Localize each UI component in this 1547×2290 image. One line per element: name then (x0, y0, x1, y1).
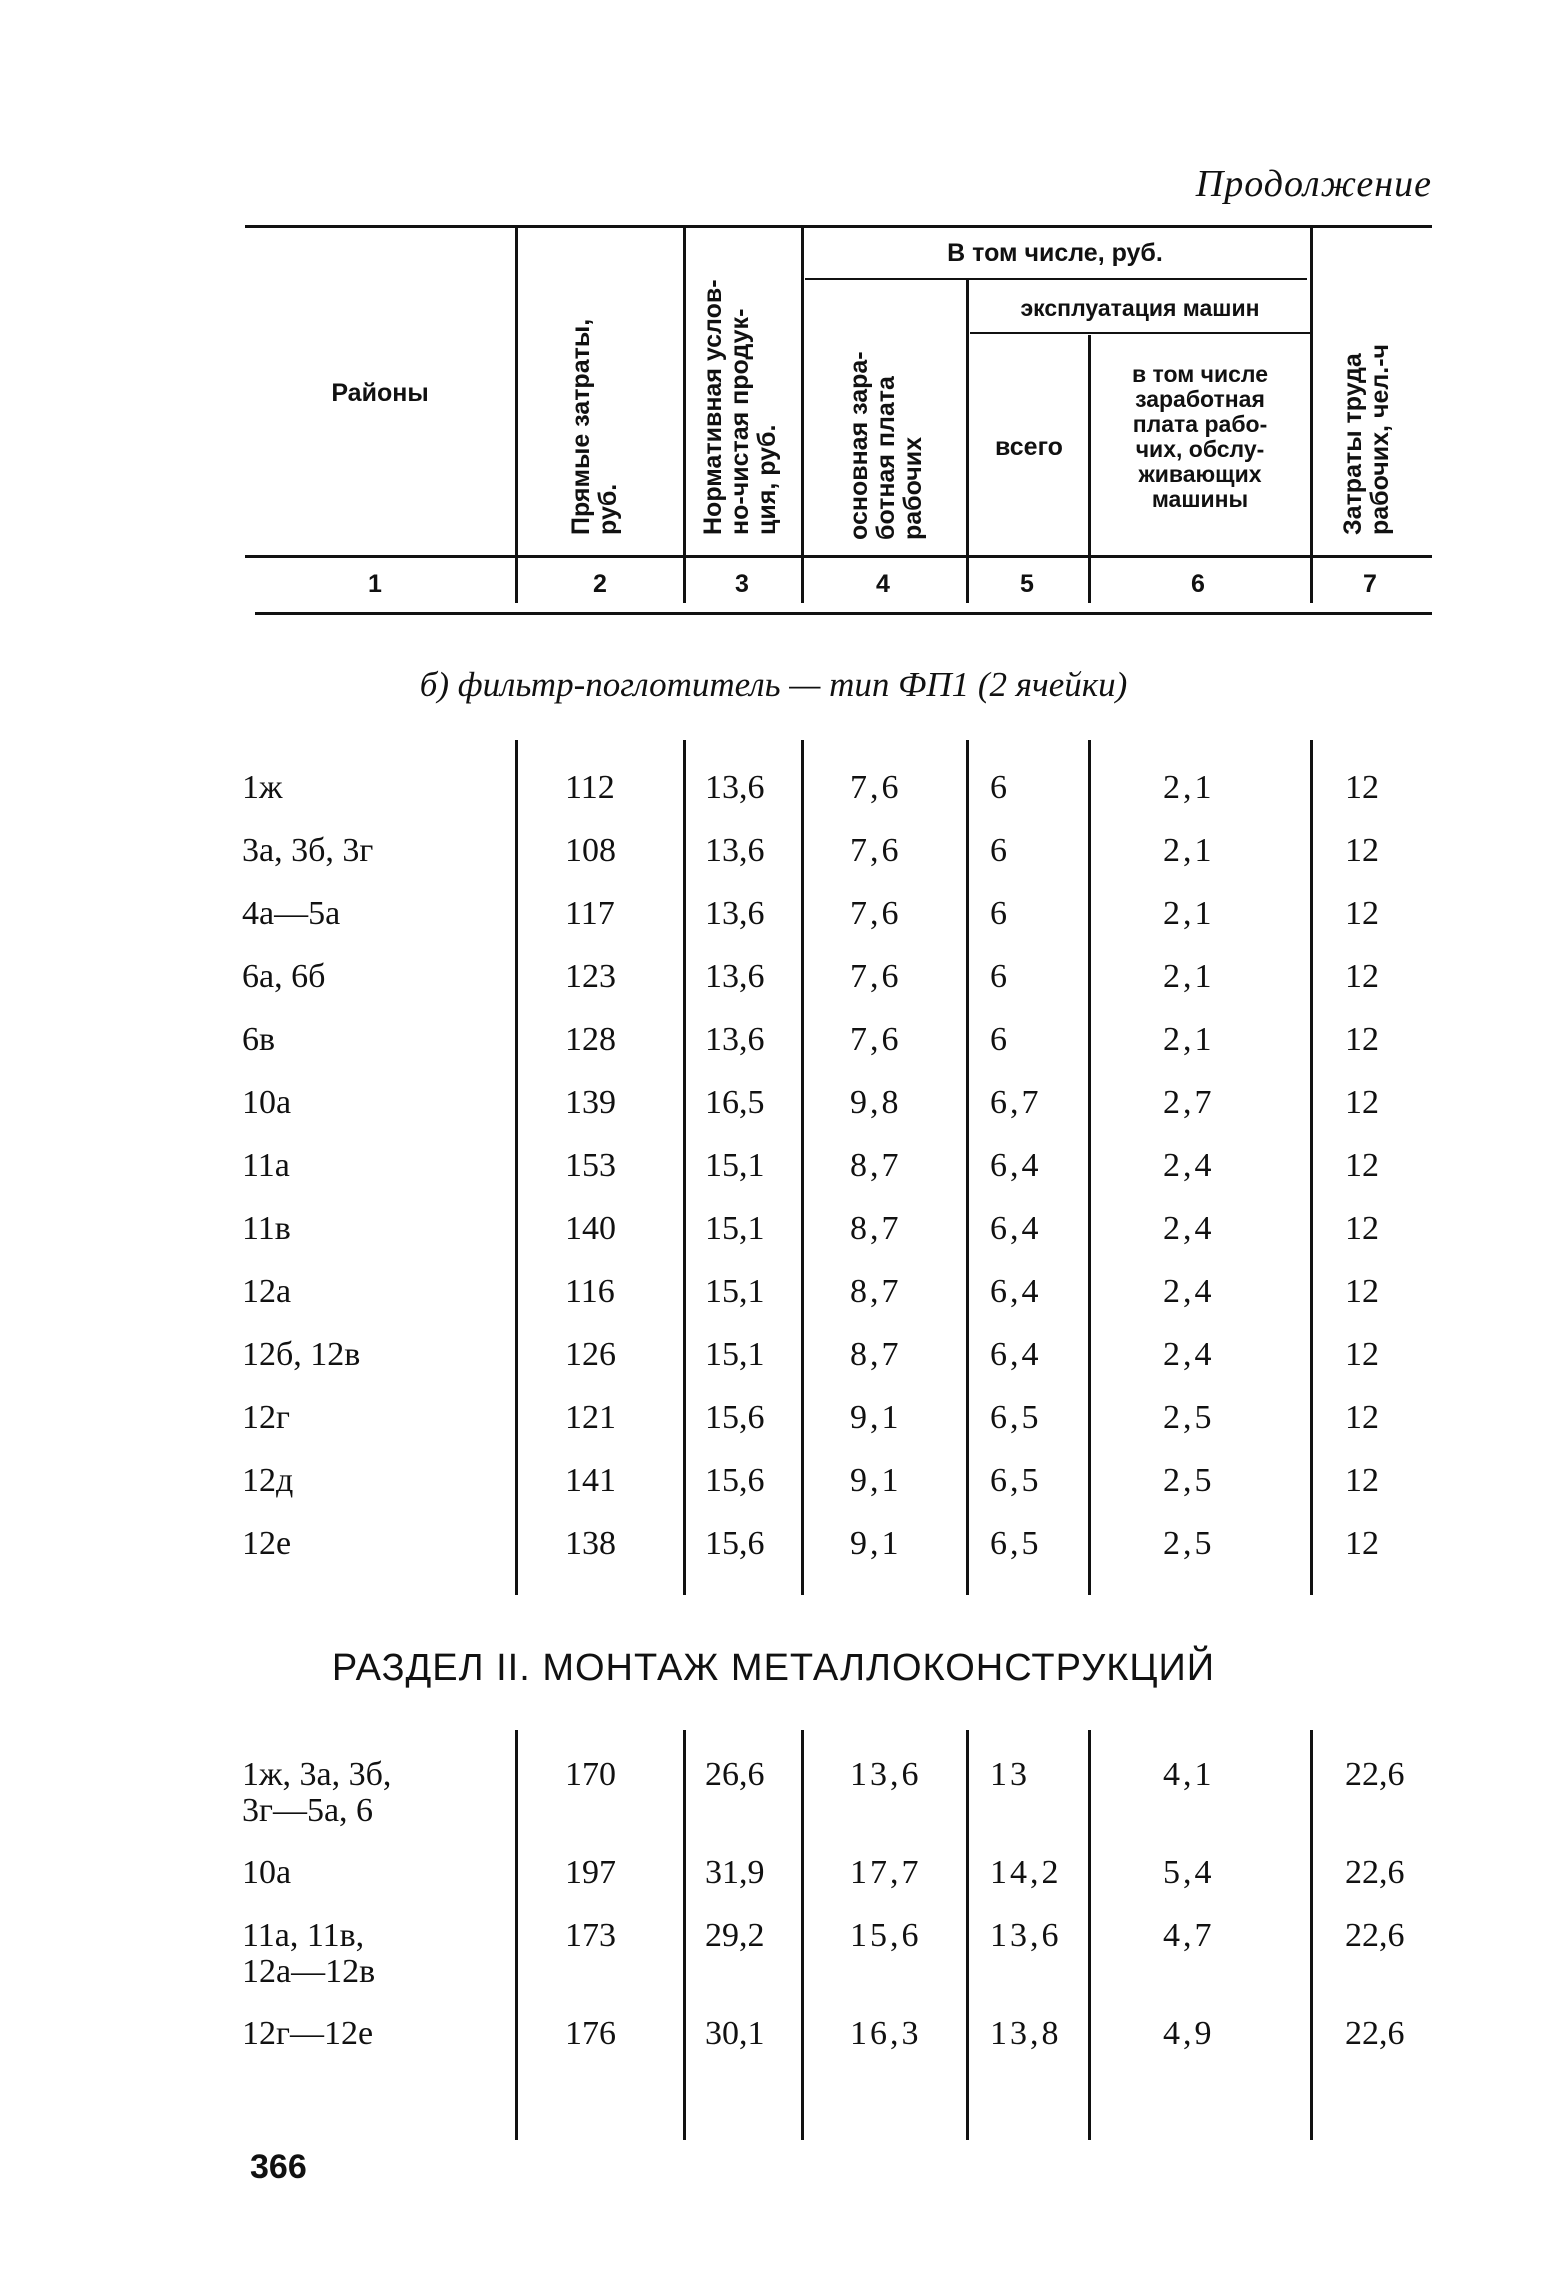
table-row (0, 1274, 1547, 1334)
header-direct-costs: Прямые затраты, руб. (567, 318, 622, 535)
cell-machine-wage: 5,4 (1163, 1854, 1215, 1891)
cell-labor-costs: 12 (1345, 1021, 1379, 1058)
cell-district: 12а (242, 1273, 292, 1310)
cell-machine-wage: 2,7 (1163, 1084, 1215, 1121)
cell-direct-costs: 128 (565, 1021, 616, 1058)
cell-labor-costs: 22,6 (1345, 2015, 1405, 2052)
cell-machine-wage: 2,1 (1163, 832, 1215, 869)
header-districts: Районы (331, 379, 429, 407)
cell-base-wage: 17,7 (850, 1854, 922, 1891)
cell-machine-wage: 4,1 (1163, 1756, 1215, 1793)
cell-direct-costs: 138 (565, 1525, 616, 1562)
cell-normative-production: 15,1 (705, 1336, 765, 1373)
cell-district: 12е (242, 1525, 292, 1562)
cell-base-wage: 7,6 (850, 1021, 902, 1058)
cell-machine-total: 6 (990, 895, 1010, 932)
cell-direct-costs: 173 (565, 1917, 616, 1954)
cell-labor-costs: 22,6 (1345, 1756, 1405, 1793)
header-machine-wage: в том числе заработная плата рабо- чих, обслу- живающих машины (1131, 361, 1269, 512)
cell-machine-total: 6,5 (990, 1462, 1042, 1499)
header-vline-6 (1310, 228, 1313, 603)
cell-labor-costs: 22,6 (1345, 1917, 1405, 1954)
cell-direct-costs: 197 (565, 1854, 616, 1891)
cell-labor-costs: 12 (1345, 1399, 1379, 1436)
cell-machine-wage: 2,1 (1163, 895, 1215, 932)
cell-machine-wage: 2,4 (1163, 1273, 1215, 1310)
table-row (0, 959, 1547, 1019)
cell-district: 10а (242, 1854, 292, 1891)
section-title: РАЗДЕЛ II. МОНТАЖ МЕТАЛЛОКОНСТРУКЦИЙ (331, 1647, 1216, 1689)
cell-machine-total: 6 (990, 958, 1010, 995)
continuation-label: Продолжение (1195, 163, 1432, 205)
table-row (0, 1022, 1547, 1082)
cell-direct-costs: 112 (565, 769, 615, 806)
cell-district: 12г (242, 1399, 290, 1436)
header-labor-costs: Затраты труда рабочих, чел.-ч (1339, 343, 1394, 535)
cell-direct-costs: 126 (565, 1336, 616, 1373)
cell-direct-costs: 117 (565, 895, 615, 932)
cell-district: 11а (242, 1147, 290, 1184)
cell-base-wage: 9,1 (850, 1525, 902, 1562)
cell-labor-costs: 12 (1345, 1273, 1379, 1310)
cell-direct-costs: 121 (565, 1399, 616, 1436)
cell-base-wage: 7,6 (850, 895, 902, 932)
cell-base-wage: 9,8 (850, 1084, 902, 1121)
table-row (0, 770, 1547, 830)
cell-normative-production: 29,2 (705, 1917, 765, 1954)
table-row (0, 833, 1547, 893)
header-bottom-rule (245, 555, 1432, 558)
cell-machine-wage: 2,4 (1163, 1336, 1215, 1373)
cell-district: 1ж (242, 769, 283, 806)
cell-machine-total: 6,5 (990, 1399, 1042, 1436)
cell-machine-wage: 2,1 (1163, 1021, 1215, 1058)
cell-base-wage: 8,7 (850, 1273, 902, 1310)
header-vline-4 (966, 280, 969, 603)
header-total: всего (995, 433, 1063, 461)
cell-labor-costs: 22,6 (1345, 1854, 1405, 1891)
cell-direct-costs: 140 (565, 1210, 616, 1247)
cell-district: 6а, 6б (242, 958, 326, 995)
table-row (0, 1463, 1547, 1523)
header-normative-production: Нормативная услов- но-чистая продук- ция, руб. (699, 279, 781, 535)
cell-base-wage: 13,6 (850, 1756, 922, 1793)
table-row (0, 1085, 1547, 1145)
cell-machine-total: 14,2 (990, 1854, 1062, 1891)
header-vline-3 (801, 228, 804, 603)
header-machine-operation: эксплуатация машин (1020, 295, 1260, 321)
cell-machine-wage: 2,4 (1163, 1147, 1215, 1184)
cell-base-wage: 7,6 (850, 769, 902, 806)
cell-normative-production: 15,6 (705, 1399, 765, 1436)
cell-normative-production: 15,1 (705, 1210, 765, 1247)
table-row (0, 1526, 1547, 1586)
cell-base-wage: 9,1 (850, 1399, 902, 1436)
cell-machine-wage: 2,5 (1163, 1462, 1215, 1499)
cell-machine-wage: 2,1 (1163, 769, 1215, 806)
table-row (0, 2016, 1547, 2076)
cell-labor-costs: 12 (1345, 1525, 1379, 1562)
cell-normative-production: 15,6 (705, 1525, 765, 1562)
cell-normative-production: 15,6 (705, 1462, 765, 1499)
cell-machine-total: 6 (990, 769, 1010, 806)
numbers-bottom-rule (255, 612, 1432, 615)
cell-labor-costs: 12 (1345, 895, 1379, 932)
cell-base-wage: 8,7 (850, 1147, 902, 1184)
col-number-7: 7 (1363, 570, 1377, 598)
table-row (0, 1337, 1547, 1397)
cell-direct-costs: 108 (565, 832, 616, 869)
header-including-group: В том числе, руб. (947, 239, 1163, 267)
cell-direct-costs: 123 (565, 958, 616, 995)
cell-machine-wage: 4,7 (1163, 1917, 1215, 1954)
cell-normative-production: 13,6 (705, 832, 765, 869)
cell-machine-total: 6,4 (990, 1147, 1042, 1184)
cell-base-wage: 15,6 (850, 1917, 922, 1954)
cell-machine-total: 13 (990, 1756, 1030, 1793)
cell-machine-wage: 2,1 (1163, 958, 1215, 995)
cell-machine-total: 13,6 (990, 1917, 1062, 1954)
cell-machine-total: 6,7 (990, 1084, 1042, 1121)
cell-labor-costs: 12 (1345, 769, 1379, 806)
cell-district: 12д (242, 1462, 294, 1499)
cell-machine-total: 6,4 (990, 1273, 1042, 1310)
cell-labor-costs: 12 (1345, 1084, 1379, 1121)
cell-direct-costs: 176 (565, 2015, 616, 2052)
subsection-title: б) фильтр-поглотитель — тип ФП1 (2 ячейки) (419, 665, 1128, 704)
cell-district: 6в (242, 1021, 276, 1058)
cell-normative-production: 16,5 (705, 1084, 765, 1121)
cell-base-wage: 7,6 (850, 958, 902, 995)
cell-direct-costs: 116 (565, 1273, 615, 1310)
cell-labor-costs: 12 (1345, 1210, 1379, 1247)
header-vline-2 (683, 228, 686, 603)
cell-machine-total: 6 (990, 832, 1010, 869)
cell-labor-costs: 12 (1345, 832, 1379, 869)
cell-labor-costs: 12 (1345, 1336, 1379, 1373)
cell-machine-wage: 2,5 (1163, 1525, 1215, 1562)
table-row (0, 1917, 1547, 1990)
table-row (0, 896, 1547, 956)
col-number-3: 3 (735, 570, 749, 598)
cell-base-wage: 9,1 (850, 1462, 902, 1499)
cell-machine-wage: 4,9 (1163, 2015, 1215, 2052)
cell-district: 11а, 11в, 12а—12в (242, 1917, 376, 1990)
cell-district: 12б, 12в (242, 1336, 361, 1373)
cell-labor-costs: 12 (1345, 1462, 1379, 1499)
table-row (0, 1148, 1547, 1208)
cell-normative-production: 13,6 (705, 769, 765, 806)
cell-labor-costs: 12 (1345, 1147, 1379, 1184)
cell-district: 4а—5а (242, 895, 341, 932)
table-row (0, 1756, 1547, 1829)
cell-machine-total: 6 (990, 1021, 1010, 1058)
cell-base-wage: 7,6 (850, 832, 902, 869)
machine-group-underline (970, 332, 1310, 334)
col-number-4: 4 (876, 570, 890, 598)
cell-district: 11в (242, 1210, 291, 1247)
cell-labor-costs: 12 (1345, 958, 1379, 995)
cell-district: 10а (242, 1084, 292, 1121)
cell-machine-total: 13,8 (990, 2015, 1062, 2052)
cell-district: 12г—12е (242, 2015, 374, 2052)
cell-normative-production: 13,6 (705, 1021, 765, 1058)
col-number-5: 5 (1020, 570, 1034, 598)
cell-machine-wage: 2,4 (1163, 1210, 1215, 1247)
cell-base-wage: 8,7 (850, 1336, 902, 1373)
cell-normative-production: 31,9 (705, 1854, 765, 1891)
group-underline (805, 278, 1307, 280)
table-row (0, 1855, 1547, 1915)
cell-normative-production: 30,1 (705, 2015, 765, 2052)
cell-direct-costs: 170 (565, 1756, 616, 1793)
col-number-6: 6 (1191, 570, 1205, 598)
cell-district: 1ж, 3а, 3б, 3г—5а, 6 (242, 1756, 392, 1829)
cell-machine-total: 6,5 (990, 1525, 1042, 1562)
header-top-rule (245, 225, 1432, 228)
cell-machine-total: 6,4 (990, 1336, 1042, 1373)
cell-direct-costs: 141 (565, 1462, 616, 1499)
cell-machine-wage: 2,5 (1163, 1399, 1215, 1436)
table-row (0, 1211, 1547, 1271)
cell-direct-costs: 153 (565, 1147, 616, 1184)
cell-normative-production: 15,1 (705, 1147, 765, 1184)
cell-base-wage: 16,3 (850, 2015, 922, 2052)
table-row (0, 1400, 1547, 1460)
cell-machine-total: 6,4 (990, 1210, 1042, 1247)
col-number-2: 2 (593, 570, 607, 598)
cell-normative-production: 15,1 (705, 1273, 765, 1310)
header-base-wage: основная зара- ботная плата рабочих (845, 351, 927, 540)
cell-direct-costs: 139 (565, 1084, 616, 1121)
page-number: 366 (250, 2148, 307, 2186)
cell-base-wage: 8,7 (850, 1210, 902, 1247)
col-number-1: 1 (368, 570, 382, 598)
cell-normative-production: 26,6 (705, 1756, 765, 1793)
cell-normative-production: 13,6 (705, 958, 765, 995)
header-vline-1 (515, 228, 518, 603)
cell-normative-production: 13,6 (705, 895, 765, 932)
cell-district: 3а, 3б, 3г (242, 832, 374, 869)
